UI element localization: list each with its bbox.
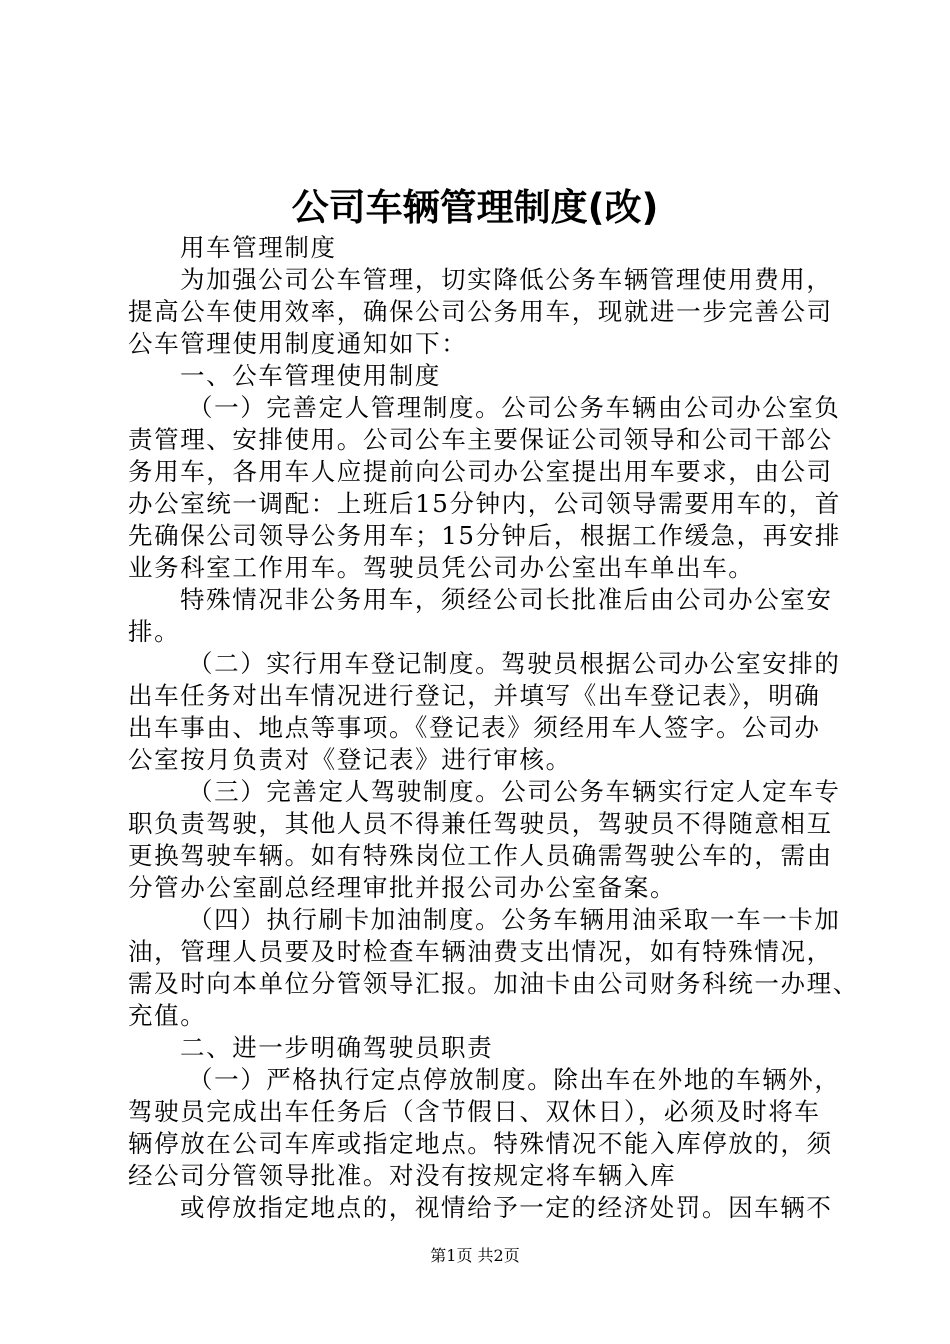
text-line: 特殊情况非公务用车，须经公司长批准后由公司办公室安 xyxy=(180,585,833,614)
text-line: 责管理、安排使用。公司公车主要保证公司领导和公司干部公 xyxy=(128,425,833,454)
text-line: 辆停放在公司车库或指定地点。特殊情况不能入库停放的，须 xyxy=(128,1129,833,1158)
text-line: 更换驾驶车辆。如有特殊岗位工作人员确需驾驶公车的，需由 xyxy=(128,841,833,870)
text-line: 业务科室工作用车。驾驶员凭公司办公室出车单出车。 xyxy=(128,553,755,582)
section-heading: 二、进一步明确驾驶员职责 xyxy=(180,1033,494,1062)
text-line: 出车任务对出车情况进行登记，并填写《出车登记表》，明确 xyxy=(128,681,821,710)
text-line: 或停放指定地点的，视情给予一定的经济处罚。因车辆不 xyxy=(180,1193,833,1222)
text-line: 驾驶员完成出车任务后（含节假日、双休日），必须及时将车 xyxy=(128,1097,821,1126)
text-line: 先确保公司领导公务用车；15分钟后，根据工作缓急，再安排 xyxy=(128,521,841,550)
text-line: 职负责驾驶，其他人员不得兼任驾驶员，驾驶员不得随意相互 xyxy=(128,809,833,838)
text-line: （一）完善定人管理制度。公司公务车辆由公司办公室负 xyxy=(188,393,841,422)
text-line: （三）完善定人驾驶制度。公司公务车辆实行定人定车专 xyxy=(188,777,841,806)
text-line: 分管办公室副总经理审批并报公司办公室备案。 xyxy=(128,873,677,902)
page-footer: 第1页 共2页 xyxy=(430,1246,520,1265)
document-body xyxy=(128,232,859,1224)
text-line: 公室按月负责对《登记表》进行审核。 xyxy=(128,745,572,774)
text-line: 务用车，各用车人应提前向公司办公室提出用车要求，由公司 xyxy=(128,457,833,486)
text-line: （四）执行刷卡加油制度。公务车辆用油采取一车一卡加 xyxy=(188,905,841,934)
text-line: 提高公车使用效率，确保公司公务用车，现就进一步完善公司 xyxy=(128,297,833,326)
text-line: （二）实行用车登记制度。驾驶员根据公司办公室安排的 xyxy=(188,649,841,678)
text-line: 排。 xyxy=(128,617,181,646)
text-line: 为加强公司公车管理，切实降低公务车辆管理使用费用， xyxy=(180,265,833,294)
text-line: 充值。 xyxy=(128,1001,207,1030)
text-line: 经公司分管领导批准。对没有按规定将车辆入库 xyxy=(128,1161,677,1190)
text-line: （一）严格执行定点停放制度。除出车在外地的车辆外， xyxy=(188,1065,841,1094)
section-heading: 一、公车管理使用制度 xyxy=(180,361,441,390)
text-line: 用车管理制度 xyxy=(180,233,337,262)
document-title: 公司车辆管理制度(改) xyxy=(291,186,659,229)
text-line: 出车事由、地点等事项。《登记表》须经用车人签字。公司办 xyxy=(128,713,821,742)
text-line: 办公室统一调配：上班后15分钟内，公司领导需要用车的，首 xyxy=(128,489,841,518)
text-line: 公车管理使用制度通知如下： xyxy=(128,329,468,358)
text-line: 需及时向本单位分管领导汇报。加油卡由公司财务科统一办理、 xyxy=(128,969,859,998)
text-line: 油，管理人员要及时检查车辆油费支出情况，如有特殊情况， xyxy=(128,937,833,966)
